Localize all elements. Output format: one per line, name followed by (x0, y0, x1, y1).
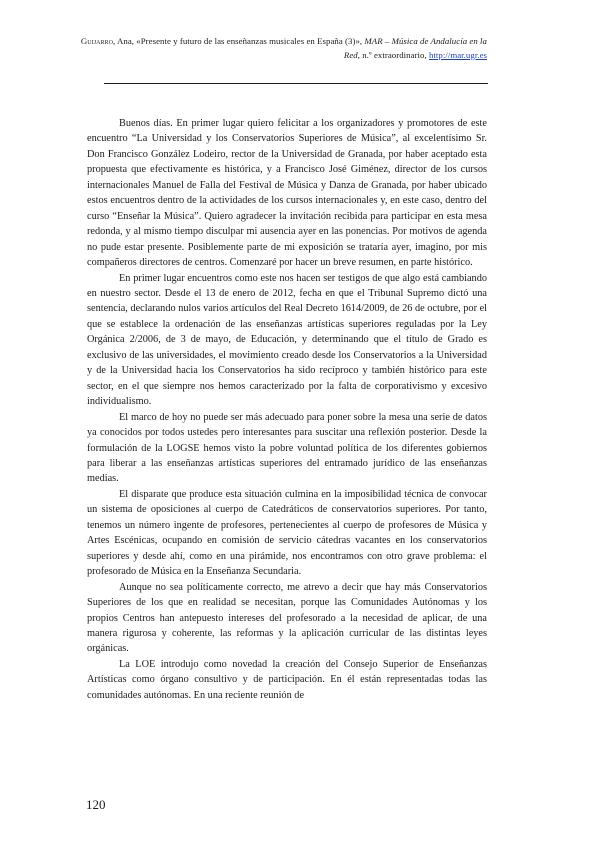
paragraph: El marco de hoy no puede ser más adecuado para poner sobre la mesa una serie de datos ya conocidos por todos ustedes pero interesantes para suscitar una reflexión posterior. Desde la formulación de la LOGSE hemos visto la pobre voluntad política de los diferentes gobiernos para liberar a las enseñanzas artísticas superiores del entramado jurídico de las enseñanzas medias. (87, 411, 487, 485)
header-url-link[interactable]: http://mar.ugr.es (428, 49, 487, 60)
paragraph: En primer lugar encuentros como este nos hacen ser testigos de que algo está cambiando en nuestro sector. Desde el 13 de enero de 2012, fecha en que el Tribunal Supremo dictó una sentencia, declarando nulos varios artículos del Real Decreto 1614/2009, de 26 de octubre, por el que se establece la ordenación de las enseñanzas artísticas superiores reguladas por la Ley Orgánica 2/2006, de 3 de mayo, de Educación, y determinando que el título de Grado es exclusivo de las universidades, el movimiento creado desde los Conservatorios a la Universidad y de la Universidad hacia los Conservatorios ha sido recíproco y también histórico para este sector, en el que siempre nos hemos caracterizado por la falta de corporativismo y excesivo individualismo. (87, 272, 488, 408)
paragraph: Buenos días. En primer lugar quiero felicitar a los organizadores y promotores de este encuentro “La Universidad y los Conservatorios Superiores de Música”, al excelentísimo Sr. Don Francisco González Lodeiro, rector de la Universidad de Granada, por haber aceptado esta propuesta que efectivamente es histórica, y a Francisco José Giménez, director de los cursos internacionales Manuel de Falla del Festival de Música y Danza de Granada, por haber ubicado estos encuentros dentro de la actividades de los cursos internacionales y, en este caso, dentro del curso “Enseñar la Música”. Quiero agradecer la invitación recibida para participar en esta mesa redonda, y al mismo tiempo disculpar mi ausencia ayer en las ponencias. Por motivos de agenda no pude estar presente. Posiblemente parte de mi exposición se trataría ayer, imagino, por mis compañeros directores de centros. Comenzaré por hacer un breve resumen, en parte histórico. (87, 118, 487, 269)
running-header (77, 35, 487, 62)
header-author: Guijarro (80, 36, 113, 46)
page-number: 120 (86, 797, 106, 812)
paragraph: La LOE introdujo como novedad la creación del Consejo Superior de Enseñanzas Artísticas como órgano consultivo y de participación. En él están representadas todas las comunidades autónomas. En una reciente reunión de (87, 658, 487, 701)
header-issue: , n.º extraordinario, (357, 49, 429, 60)
header-citation: , Ana, «Presente y futuro de las enseñanzas musicales en España (3)», (112, 36, 365, 46)
header-journal: MAR – Música de Andalucía en la Red (343, 36, 487, 60)
body-text (87, 116, 487, 703)
header-divider (104, 83, 488, 84)
paragraph: Aunque no sea políticamente correcto, me atrevo a decir que hay más Conservatorios Superiores de los que en realidad se necesitan, porque las Comunidades Autónomas y los propios Centros han antepuesto intereses del profesorado a la necesidad de aplicar, de una manera rigurosa y coherente, las reformas y la aplicación curricular de las distintas leyes orgánicas. (87, 581, 487, 655)
paragraph: El disparate que produce esta situación culmina en la imposibilidad técnica de convocar un sistema de oposiciones al cuerpo de Catedráticos de conservatorios superiores. Por tanto, tenemos un número ingente de profesores, pertenecientes al cuerpo de profesores de Música y Artes Escénicas, ocupando en comisión de servicio cátedras vacantes en los conservatorios superiores y desde ahí, como en una pirámide, nos encontramos con otro grave problema: el profesorado de Música en la Enseñanza Secundaria. (87, 488, 487, 578)
